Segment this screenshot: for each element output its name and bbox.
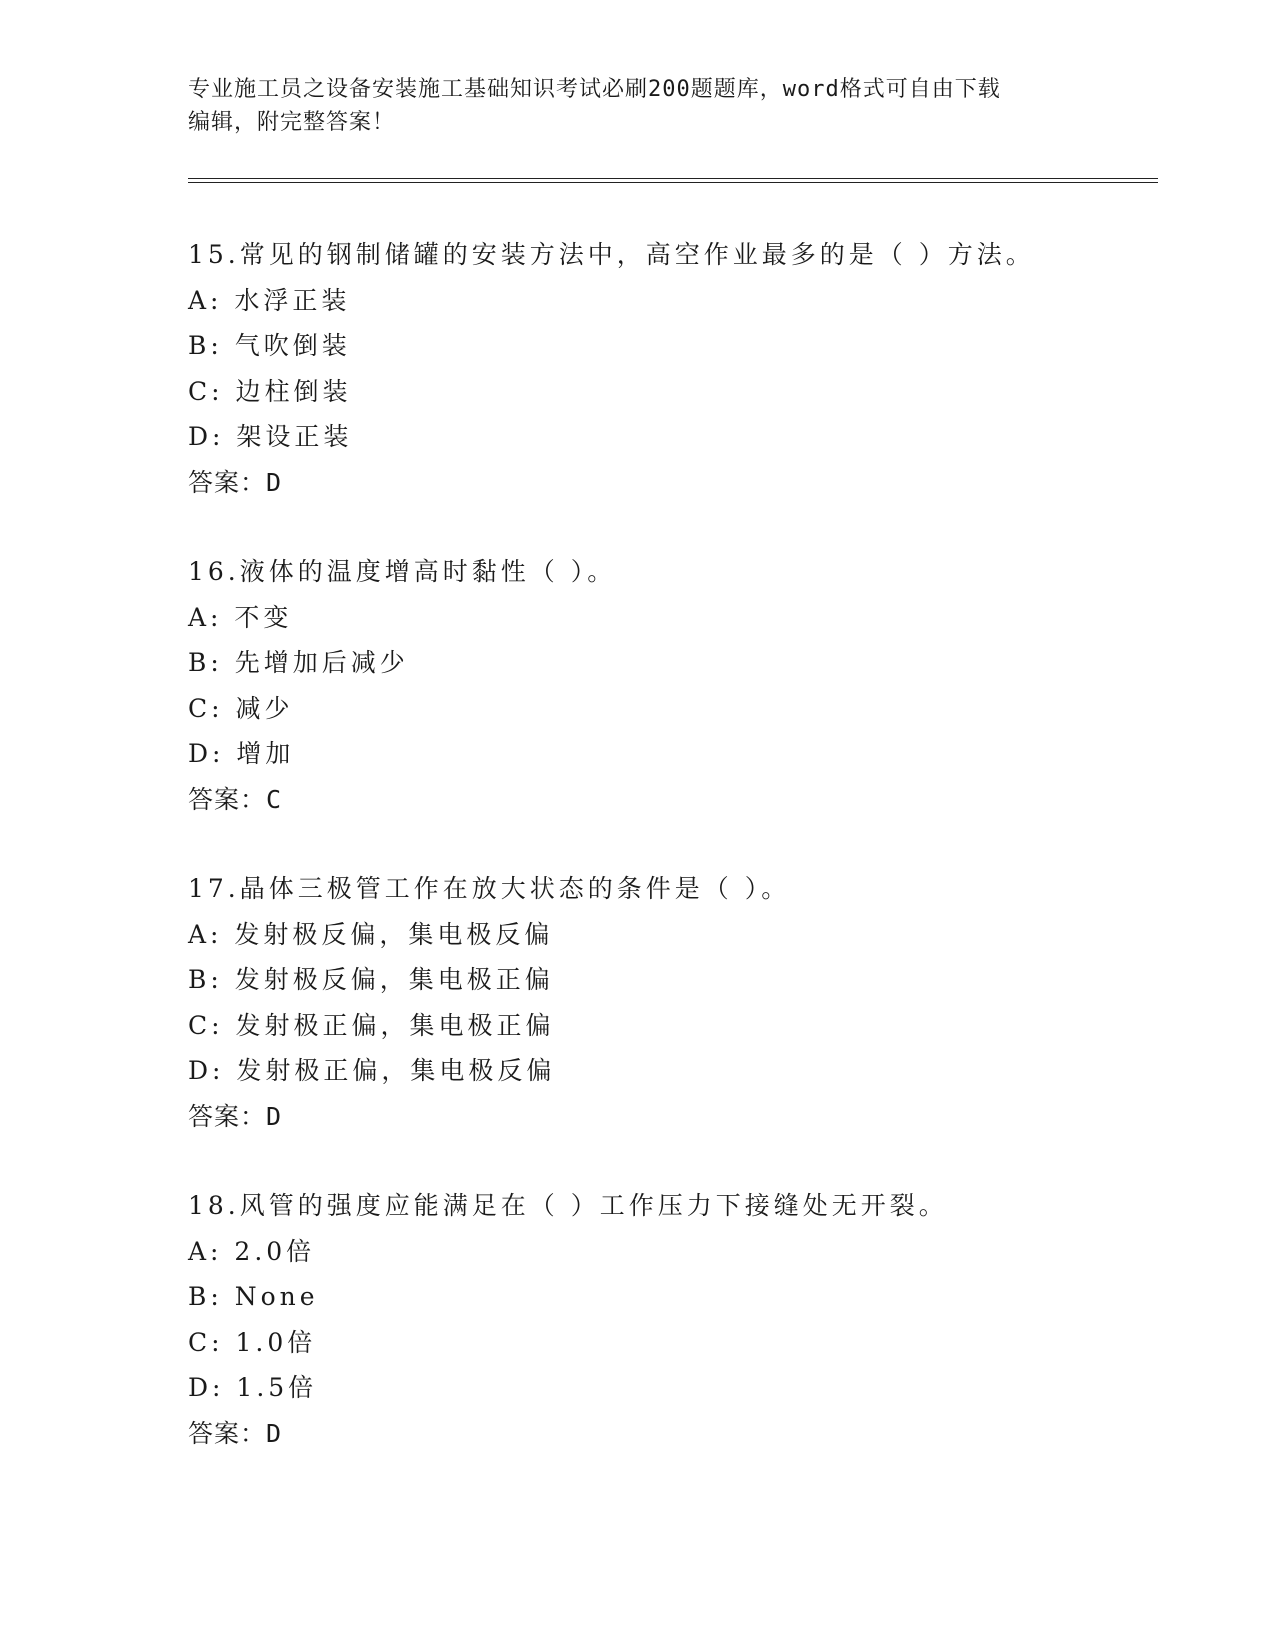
option-d: D: 增加 <box>188 739 295 768</box>
option-a: A: 不变 <box>188 602 293 632</box>
question-stem: 17.晶体三极管工作在放大状态的条件是（ ）。 <box>188 874 791 903</box>
answer: 答案：D <box>188 1418 283 1448</box>
option-a: A: 发射极反偏，集电极反偏 <box>188 919 554 949</box>
question-stem: 18.风管的强度应能满足在（ ）工作压力下接缝处无开裂。 <box>188 1191 948 1220</box>
option-c: C: 边柱倒装 <box>188 376 352 406</box>
option-b: B: 先增加后减少 <box>188 648 409 677</box>
header-title-line-1: 专业施工员之设备安装施工基础知识考试必刷200题题库，word格式可自由下载 <box>188 77 1001 102</box>
question-16 <box>188 549 1138 822</box>
question-15 <box>188 232 1138 505</box>
option-d: D: 发射极正偏，集电极反偏 <box>188 1056 556 1085</box>
option-c: C: 发射极正偏，集电极正偏 <box>188 1010 555 1040</box>
option-b: B: None <box>188 1282 319 1311</box>
question-stem: 16.液体的温度增高时黏性（ ）。 <box>188 557 617 586</box>
answer: 答案：C <box>188 784 283 814</box>
question-18 <box>188 1183 1138 1456</box>
option-a: A: 2.0倍 <box>188 1236 316 1266</box>
option-b: B: 气吹倒装 <box>188 331 351 360</box>
option-b: B: 发射极反偏，集电极正偏 <box>188 965 554 994</box>
option-a: A: 水浮正装 <box>188 285 351 315</box>
question-17 <box>188 866 1138 1139</box>
header-divider <box>188 178 1158 183</box>
option-d: D: 架设正装 <box>188 422 353 451</box>
document-header <box>188 73 1088 139</box>
option-c: C: 减少 <box>188 693 294 723</box>
answer: 答案：D <box>188 467 283 497</box>
answer: 答案：D <box>188 1101 283 1131</box>
question-stem: 15.常见的钢制储罐的安装方法中，高空作业最多的是（ ）方法。 <box>188 240 1035 269</box>
header-title-line-2: 编辑，附完整答案！ <box>188 110 396 135</box>
option-d: D: 1.5倍 <box>188 1373 318 1402</box>
option-c: C: 1.0倍 <box>188 1327 317 1357</box>
